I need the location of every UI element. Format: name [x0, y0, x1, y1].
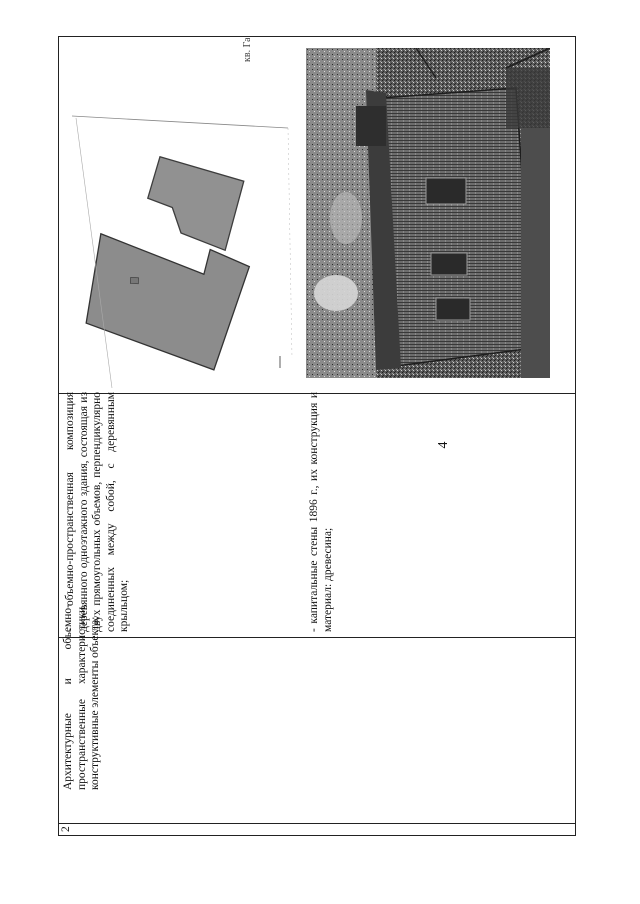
building-footprint-wing — [145, 156, 245, 251]
characteristic-title: Архитектурные и объемно-пространственные характеристики, конструктивные элементы объекта: — [62, 604, 101, 790]
house-wall — [381, 88, 534, 366]
site-plan-drawing — [62, 38, 302, 390]
window — [426, 178, 466, 204]
window — [431, 253, 467, 275]
plan-marker — [130, 277, 138, 283]
cloud — [314, 275, 358, 311]
page-number: 4 — [436, 441, 451, 449]
trees — [506, 68, 550, 128]
ground — [521, 128, 550, 378]
building-photo-image — [306, 48, 550, 378]
boundary-line — [72, 116, 288, 128]
table-row-divider — [59, 823, 575, 824]
site-plan — [62, 38, 302, 390]
building-footprint — [84, 233, 251, 371]
boundary-line — [288, 128, 292, 358]
window — [436, 298, 470, 320]
table-col-divider-1 — [59, 637, 575, 638]
description-text-1: - объемно-пространственная композиция деревянного одноэтажного здания, состоящая из двух прямоугольных объемов, перпендикулярно соединенных между собой, с деревянным крыльцом; — [64, 392, 130, 632]
porch — [356, 106, 386, 146]
plan-label: кв. Гаи — [242, 38, 253, 62]
building-photo — [306, 48, 550, 378]
description-text-2: - капитальные стены 1896 г., их конструкция и материал: древесина; — [308, 392, 334, 632]
row-number: 2 — [60, 826, 72, 832]
cloud — [330, 192, 362, 244]
